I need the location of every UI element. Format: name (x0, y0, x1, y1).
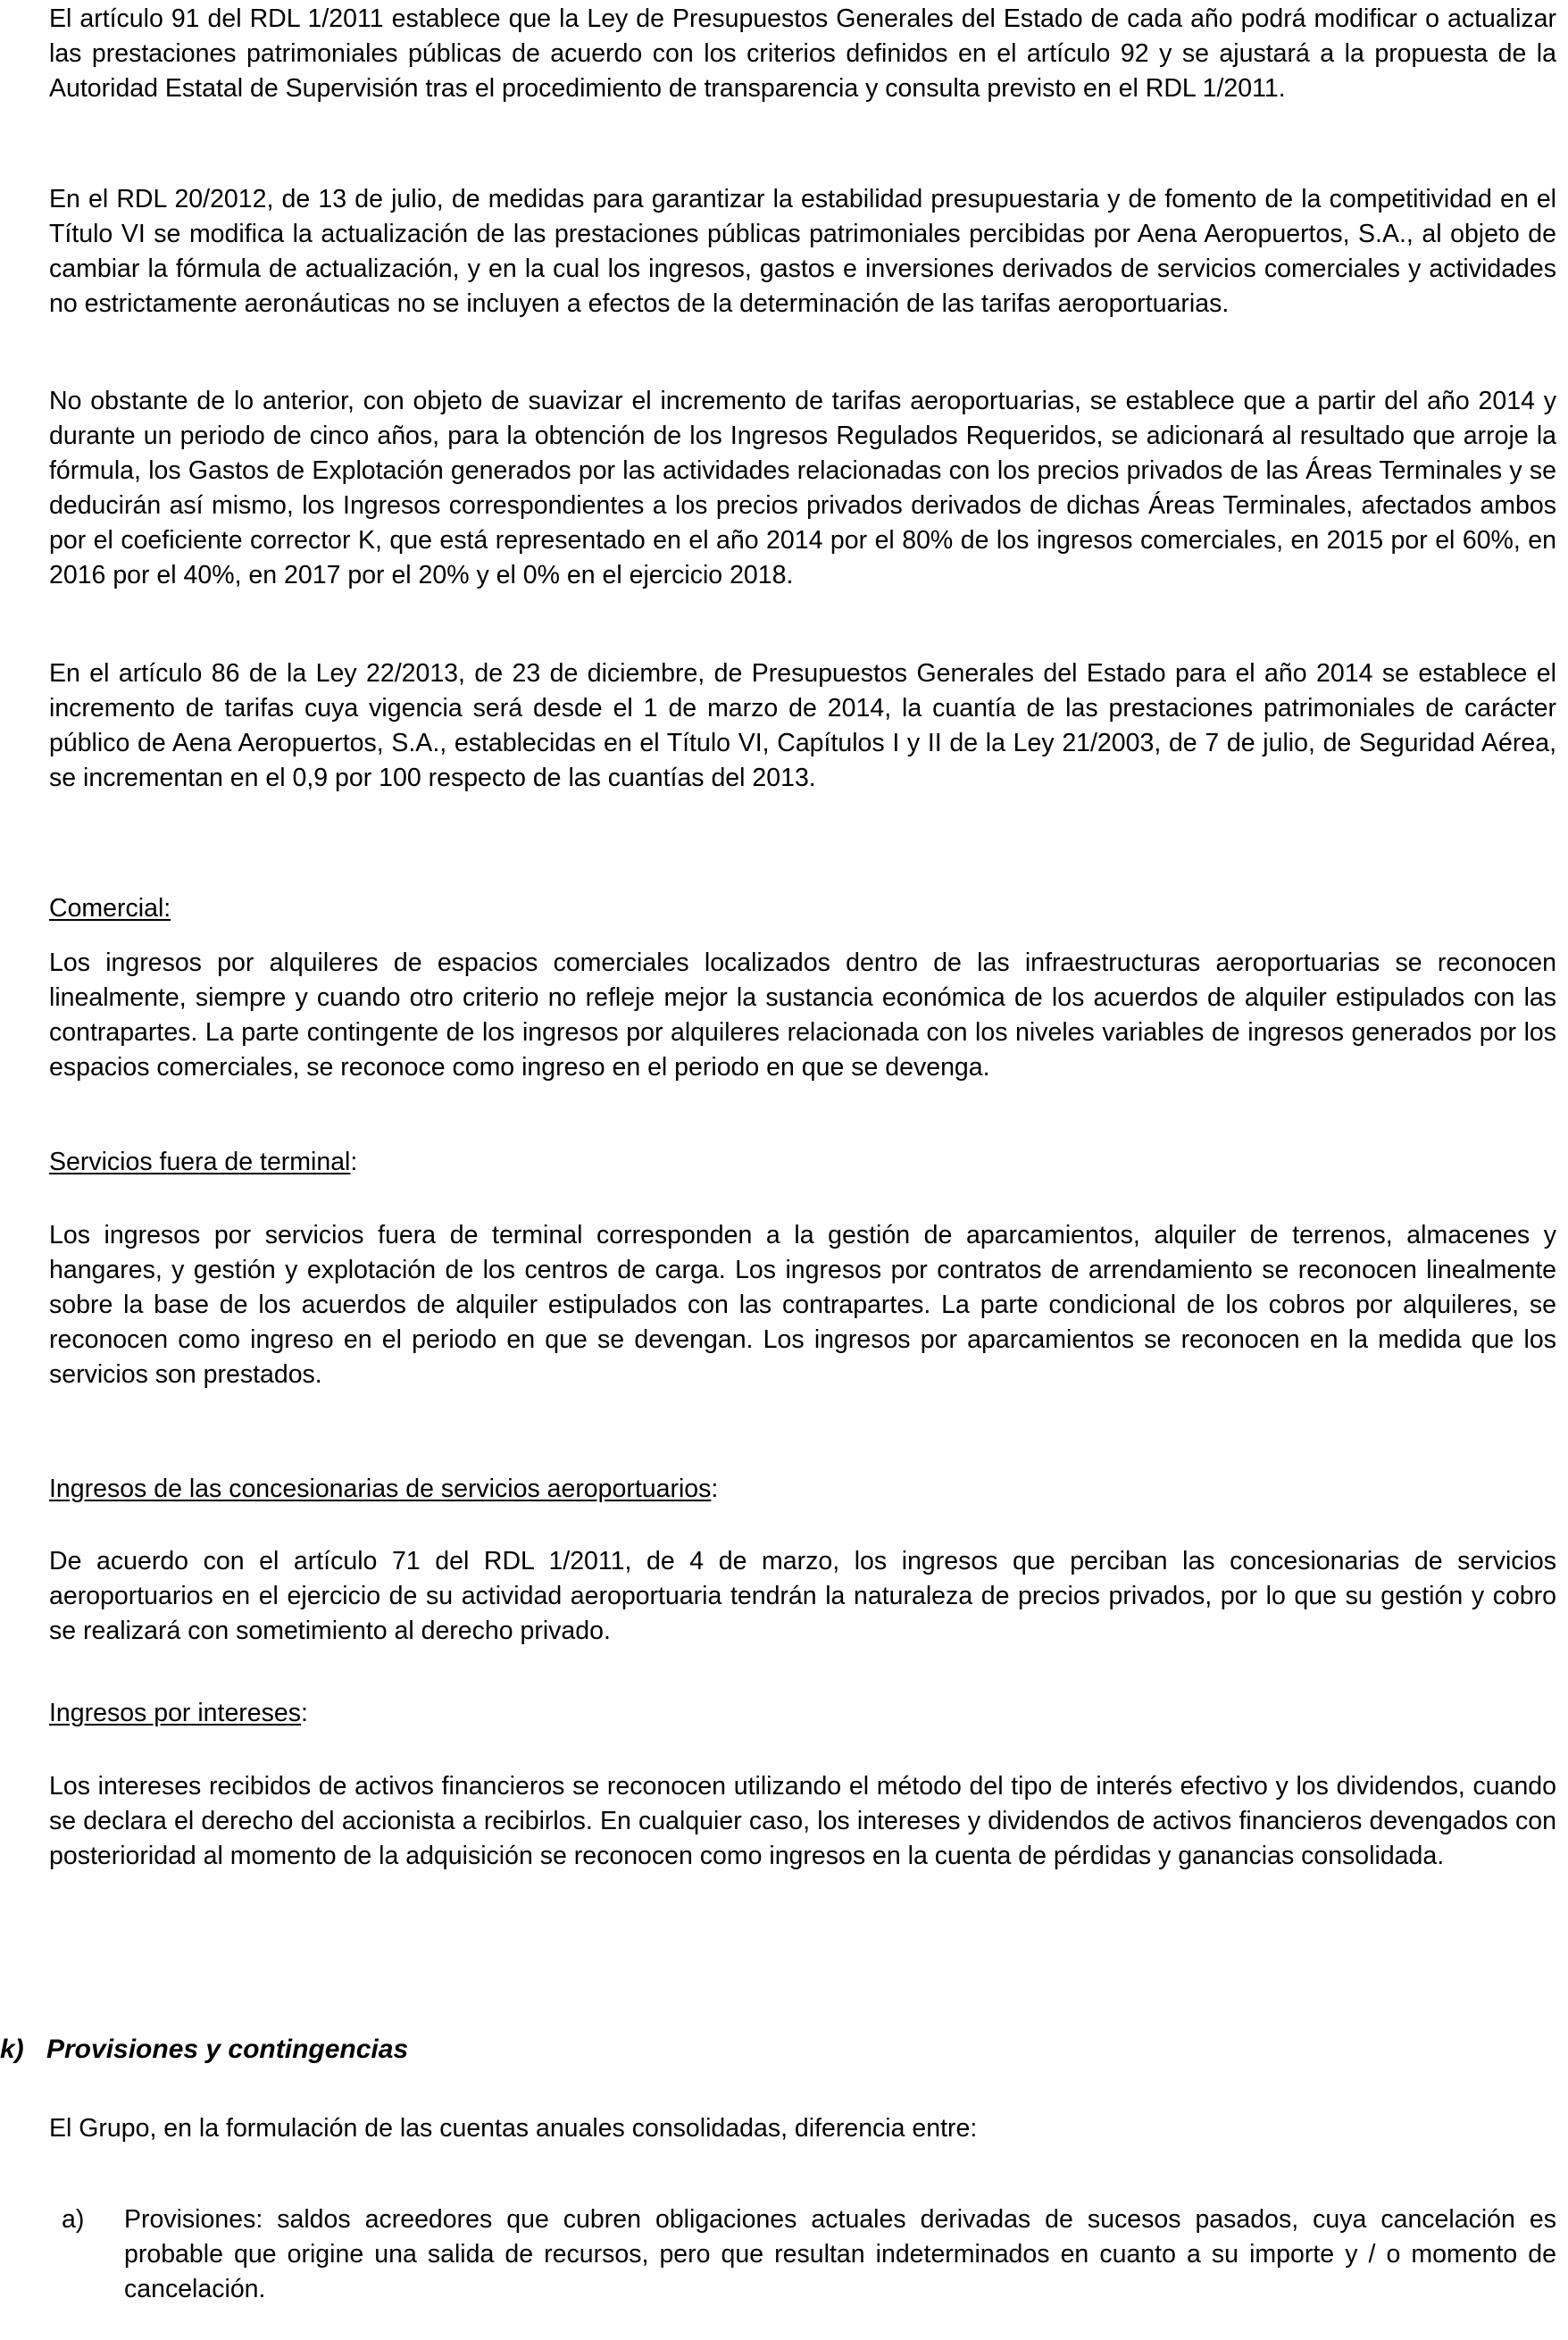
heading-servicios-fuera-terminal (49, 1145, 357, 1180)
section-letter-k: k) (0, 2035, 24, 2064)
heading-concesionarias-label: Ingresos de las concesionarias de servicios aeroportuarios (49, 1475, 712, 1503)
list-item-provisiones (49, 2202, 1556, 2307)
list-marker-a: a) (62, 2205, 85, 2234)
paragraph-rdl-20-2012: En el RDL 20/2012, de 13 de julio, de medidas para garantizar la estabilidad presupuestaria y de fomento de la competitividad en el Título VI se modifica la actualización de las prestaciones públicas patrimoniales percibidas por Aena Aeropuertos, S.A., al objeto de cambiar la fórmula de actualización, y en la cual los ingresos, gastos e inversiones derivados de servicios comerciales y actividades no estrictamente aeronáuticas no se incluyen a efectos de la determinación de las tarifas aeroportuarias. (49, 185, 1556, 318)
heading-comercial-label: Comercial: (49, 894, 171, 923)
heading-servicios-suffix: : (350, 1148, 358, 1176)
heading-intereses-label: Ingresos por intereses (49, 1699, 301, 1727)
heading-servicios-label: Servicios fuera de terminal (49, 1148, 351, 1176)
heading-intereses-suffix: : (300, 1699, 308, 1727)
paragraph-rdl-91: El artículo 91 del RDL 1/2011 establece que la Ley de Presupuestos Generales del Estado de cada año podrá modificar o actualizar las prestaciones patrimoniales públicas de acuerdo con los criterios definidos en el artículo 92 y se ajustará a la propuesta de la Autoridad Estatal de Supervisión tras el procedimiento de transparencia y consulta previsto en el RDL 1/2011. (49, 4, 1556, 103)
heading-concesionarias (49, 1472, 718, 1507)
paragraph-servicios-fuera-terminal: Los ingresos por servicios fuera de terminal corresponden a la gestión de aparcamientos, alquiler de terrenos, almacenes y hangares, y gestión y explotación de los centros de carga. Los ingresos por contratos de arrendamiento se reconocen linealmente sobre la base de los acuerdos de alquiler estipulados con las contrapartes. La parte condicional de los cobros por alquileres, se reconocen como ingreso en el periodo en que se devengan. Los ingresos por aparcamientos se reconocen en la medida que los servicios son prestados. (49, 1221, 1556, 1389)
heading-ingresos-intereses (49, 1696, 308, 1731)
list-text-provisiones: Provisiones: saldos acreedores que cubren obligaciones actuales derivadas de sucesos pasados, cuya cancelación es probable que origine una salida de recursos, pero que resultan indeterminados en cuanto a su importe y / o momento de cancelación. (124, 2205, 1556, 2303)
paragraph-concesionarias: De acuerdo con el artículo 71 del RDL 1/2011, de 4 de marzo, los ingresos que perciban las concesionarias de servicios aeroportuarios en el ejercicio de su actividad aeroportuaria tendrán la naturaleza de precios privados, por lo que su gestión y cobro se realizará con sometimiento al derecho privado. (49, 1547, 1556, 1645)
section-title-provisiones: Provisiones y contingencias (46, 2035, 409, 2064)
paragraph-ley-22-2013: En el artículo 86 de la Ley 22/2013, de 23 de diciembre, de Presupuestos Generales del Estado para el año 2014 se establece el incremento de tarifas cuya vigencia será desde el 1 de marzo de 2014, la cuantía de las prestaciones patrimoniales de carácter público de Aena Aeropuertos, S.A., establecidas en el Título VI, Capítulos I y II de la Ley 21/2003, de 7 de julio, de Seguridad Aérea, se incrementan en el 0,9 por 100 respecto de las cuantías del 2013. (49, 659, 1556, 792)
paragraph-comercial: Los ingresos por alquileres de espacios comerciales localizados dentro de las infraestructuras aeroportuarias se reconocen linealmente, siempre y cuando otro criterio no refleje mejor la sustancia económica de los acuerdos de alquiler estipulados con las contrapartes. La parte contingente de los ingresos por alquileres relacionada con los niveles variables de ingresos generados por los espacios comerciales, se reconoce como ingreso en el periodo en que se devenga. (49, 949, 1556, 1082)
paragraph-coeficiente-k: No obstante de lo anterior, con objeto de suavizar el incremento de tarifas aeroportuarias, se establece que a partir del año 2014 y durante un periodo de cinco años, para la obtención de los Ingresos Regulados Requeridos, se adicionará al resultado que arroje la fórmula, los Gastos de Explotación generados por las actividades relacionadas con los precios privados de las Áreas Terminales y se deducirán así mismo, los Ingresos correspondientes a los precios privados derivados de dichas Áreas Terminales, afectados ambos por el coeficiente corrector K, que está representado en el año 2014 por el 80% de los ingresos comerciales, en 2015 por el 60%, en 2016 por el 40%, en 2017 por el 20% y el 0% en el ejercicio 2018. (49, 387, 1556, 589)
heading-concesionarias-suffix: : (711, 1475, 719, 1503)
section-title-k (0, 2032, 408, 2068)
paragraph-grupo-diferencia: El Grupo, en la formulación de las cuentas anuales consolidadas, diferencia entre: (49, 2114, 978, 2143)
paragraph-intereses: Los intereses recibidos de activos financieros se reconocen utilizando el método del tipo de interés efectivo y los dividendos, cuando se declara el derecho del accionista a recibirlos. En cualquier caso, los intereses y dividendos de activos financieros devengados con posterioridad al momento de la adquisición se reconocen como ingresos en la cuenta de pérdidas y ganancias consolidada. (49, 1772, 1556, 1870)
heading-comercial (49, 891, 171, 926)
